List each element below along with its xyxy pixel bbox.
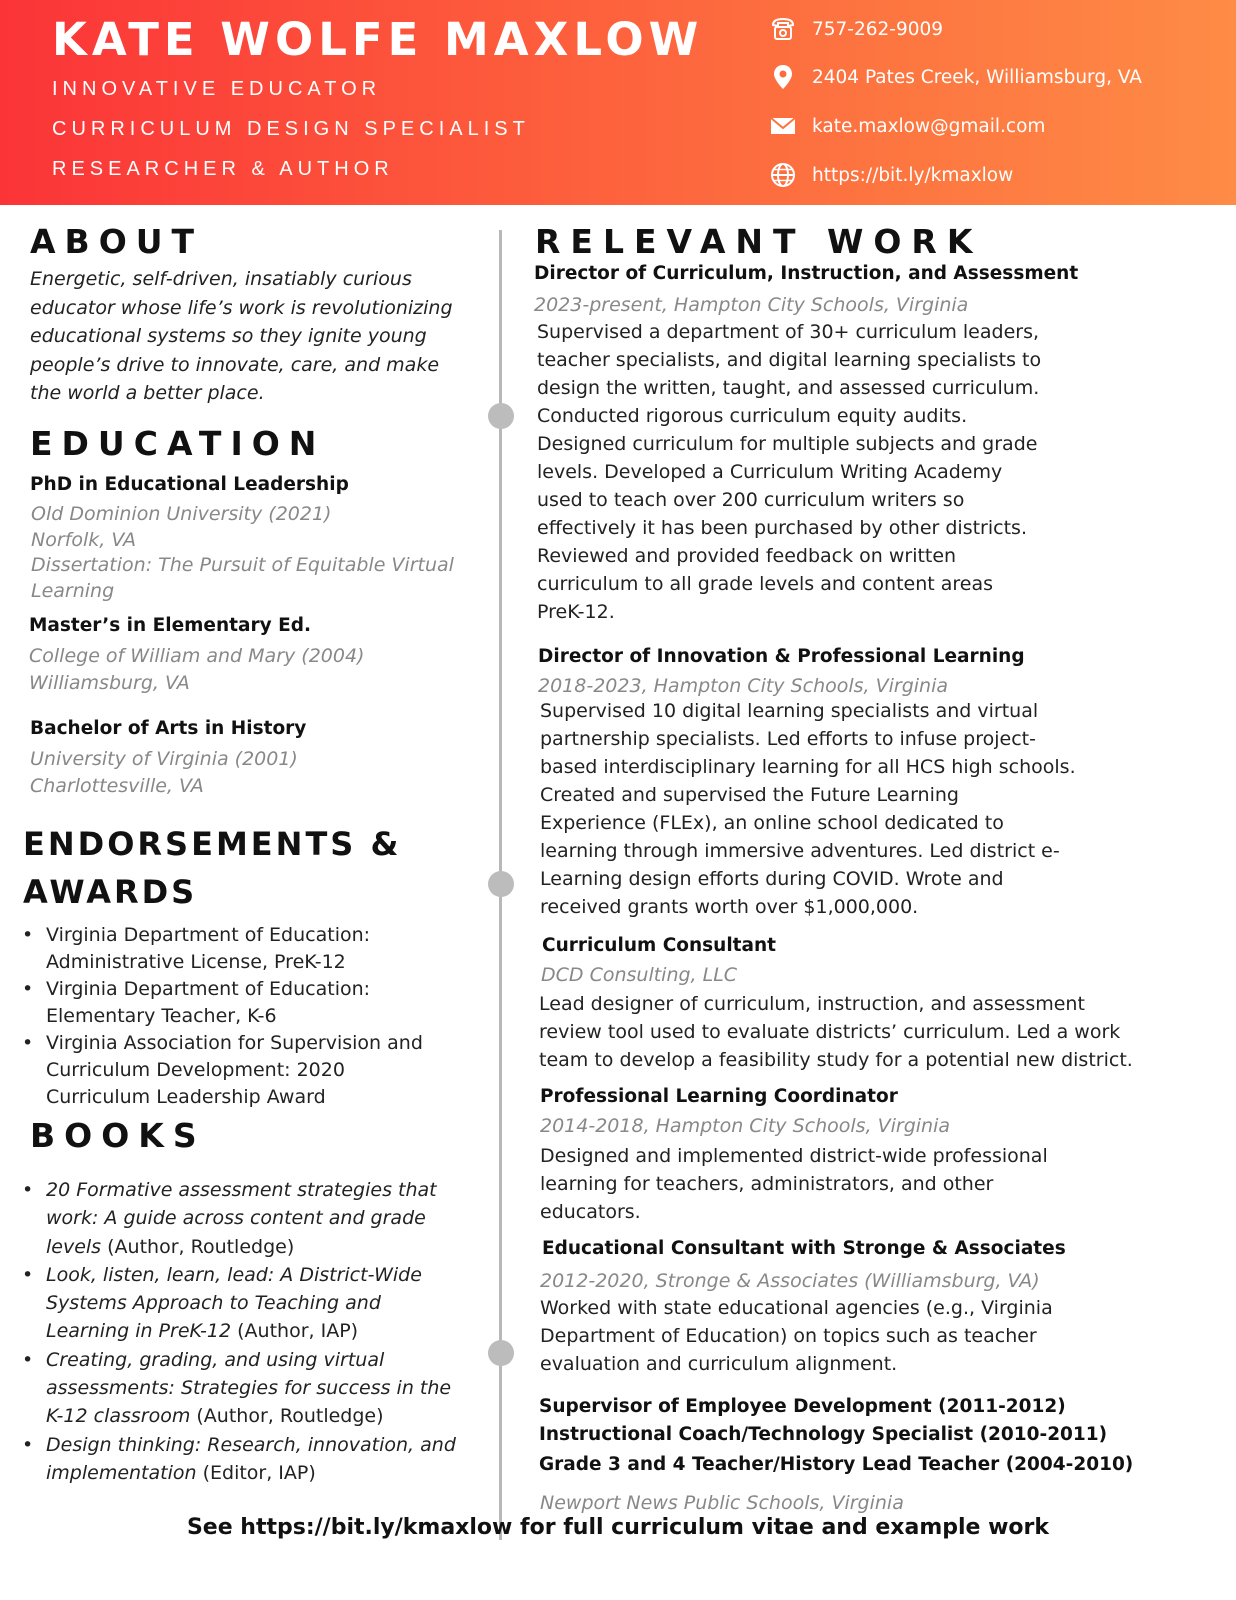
endorsements-heading: ENDORSEMENTS & AWARDS [23,825,402,911]
location-pin-icon [770,64,796,90]
job-meta: 2014-2018, Hampton City Schools, Virginia [540,1115,951,1137]
candidate-name: KATE WOLFE MAXLOW [52,13,704,66]
education-heading: EDUCATION [30,424,326,463]
early-role: Supervisor of Employee Development (2011-2012) [539,1396,1066,1417]
job-title: Director of Curriculum, Instruction, and Assessment [534,263,1079,284]
books-list [22,1176,456,1487]
degree-title: Bachelor of Arts in History [30,718,307,739]
job-description: Supervised 10 digital learning specialists and virtual partnership specialists. Led efforts to infuse project- based interdisciplinary learning for all HCS high schools. Created and supervised the Future Learning Experience (FLEx), an online school dedicated to learning through immersive adventures. Led district e- Learning design efforts during COVID. Wrote and received grants worth over $1,000,000. [540,700,1076,918]
title-researcher-author: RESEARCHER & AUTHOR [52,158,394,180]
job-title: Director of Innovation & Professional Learning [538,646,1025,667]
relevant-work-heading: RELEVANT WORK [535,222,983,261]
title-curriculum-specialist: CURRICULUM DESIGN SPECIALIST [52,118,530,140]
contact-address [770,62,1142,92]
contact-phone [770,14,943,44]
globe-icon [770,162,796,188]
phone-number[interactable]: 757-262-9009 [812,18,944,40]
list-item: • Virginia Department of Education: Elementary Teacher, K-6 [22,976,423,1030]
email-address[interactable]: kate.maxlow@gmail.com [812,115,1046,137]
timeline-dot [488,871,514,897]
address-text: 2404 Pates Creek, Williamsburg, VA [812,66,1142,88]
job-title: Curriculum Consultant [542,935,777,956]
header-banner [0,0,1236,205]
job-meta: DCD Consulting, LLC [541,964,738,986]
early-roles-meta: Newport News Public Schools, Virginia [540,1492,904,1514]
degree-details: College of William and Mary (2004) Williamsburg, VA [29,645,365,694]
job-title: Professional Learning Coordinator [540,1086,898,1107]
degree-details: University of Virginia (2001) Charlottesville, VA [30,748,298,797]
about-summary: Energetic, self-driven, insatiably curious educator whose life’s work is revolutionizing educational systems so they ignite young people’s drive to innovate, care, and make the world a better place. [30,268,453,404]
title-innovative-educator: INNOVATIVE EDUCATOR [52,78,382,100]
envelope-icon [770,113,796,139]
job-description: Lead designer of curriculum, instruction, and assessment review tool used to evaluate districts’ curriculum. Led a work team to develop a feasibility study for a potential new district. [539,993,1133,1071]
timeline-dot [488,1340,514,1366]
degree-details: Old Dominion University (2021) Norfolk, VA Dissertation: The Pursuit of Equitable Virtual Learning [31,503,454,602]
job-meta: 2012-2020, Stronge & Associates (Williamsburg, VA) [540,1270,1040,1292]
degree-title: PhD in Educational Leadership [30,474,349,495]
early-role: Grade 3 and 4 Teacher/History Lead Teacher (2004-2010) [539,1454,1134,1475]
job-description: Designed and implemented district-wide professional learning for teachers, administrators, and other educators. [540,1145,1048,1223]
books-heading: BOOKS [30,1116,206,1155]
contact-email [770,111,1045,141]
list-item: • Virginia Department of Education: Administrative License, PreK-12 [22,922,423,976]
contact-website [770,160,1013,190]
phone-icon [770,16,796,42]
degree-title: Master’s in Elementary Ed. [29,615,312,636]
job-meta: 2023-present, Hampton City Schools, Virginia [534,294,969,316]
list-item: • Design thinking: Research, innovation, and implementation (Editor, IAP) [22,1431,456,1488]
job-title: Educational Consultant with Stronge & Associates [542,1238,1066,1259]
job-meta: 2018-2023, Hampton City Schools, Virginia [538,675,949,697]
list-item: • Creating, grading, and using virtual assessments: Strategies for success in the K-12 classroom (Author, Routledge) [22,1346,456,1431]
endorsements-list [22,922,423,1111]
about-heading: ABOUT [30,222,204,261]
list-item: • Look, listen, learn, lead: A District-Wide Systems Approach to Teaching and Learning in PreK-12 (Author, IAP) [22,1261,456,1346]
job-description: Supervised a department of 30+ curriculum leaders, teacher specialists, and digital learning specialists to design the written, taught, and assessed curriculum. Conducted rigorous curriculum equity audits. Designed curriculum for multiple subjects and grade levels. Developed a Curriculum Writing Academy used to teach over 200 curriculum writers so effectively it has been purchased by other districts. Reviewed and provided feedback on written curriculum to all grade levels and content areas PreK-12. [537,321,1042,623]
job-description: Worked with state educational agencies (e.g., Virginia Department of Education) on topics such as teacher evaluation and curriculum alignment. [540,1297,1053,1375]
website-link[interactable]: https://bit.ly/kmaxlow [812,164,1014,186]
list-item: • 20 Formative assessment strategies that work: A guide across content and grade levels (Author, Routledge) [22,1176,456,1261]
early-role: Instructional Coach/Technology Specialist (2010-2011) [539,1424,1108,1445]
list-item: • Virginia Association for Supervision and Curriculum Development: 2020 Curriculum Leadership Award [22,1030,423,1111]
footer-cv-link[interactable]: See https://bit.ly/kmaxlow for full curriculum vitae and example work [186,1515,1050,1540]
